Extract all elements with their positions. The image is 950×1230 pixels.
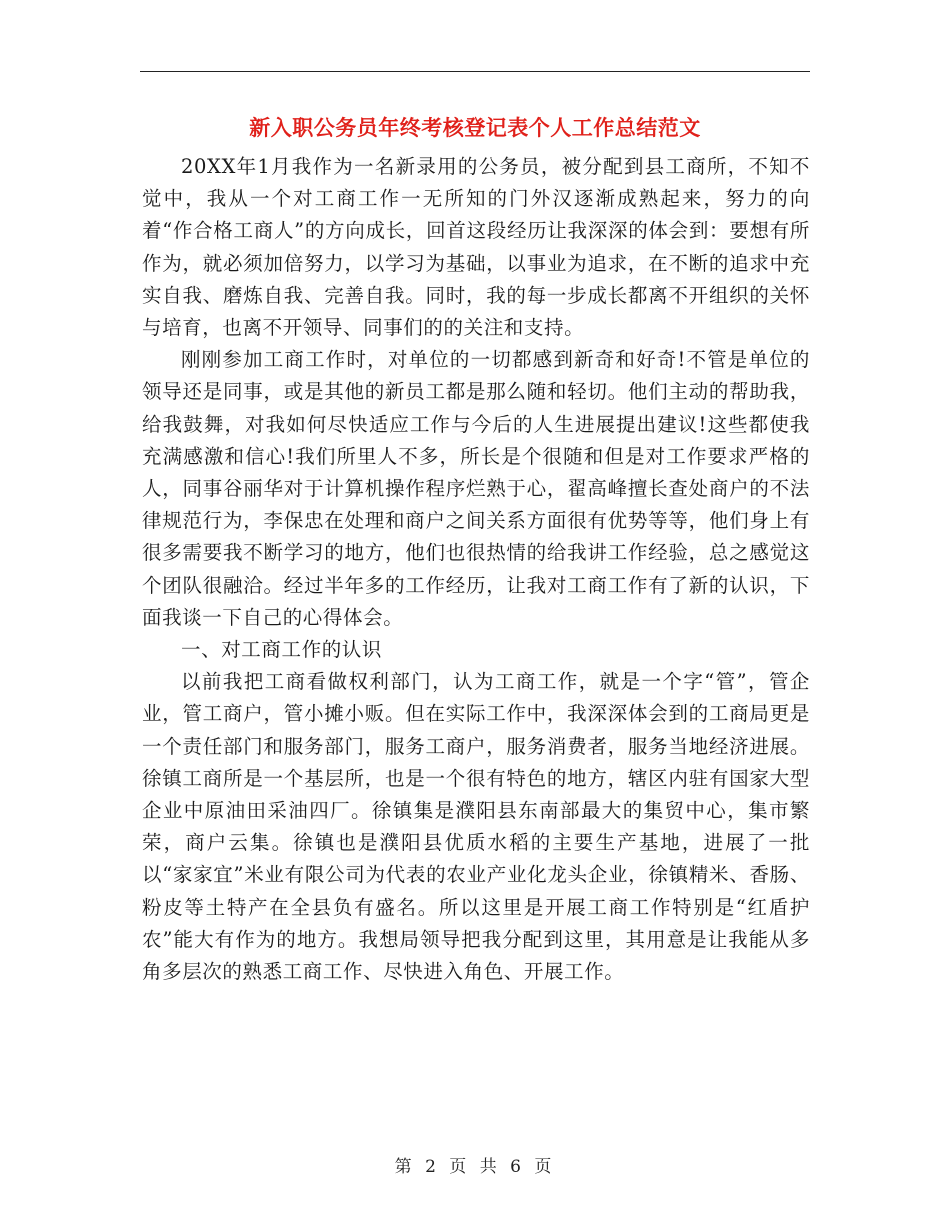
document-title: 新入职公务员年终考核登记表个人工作总结范文	[249, 115, 701, 140]
page-number-footer: 第 2 页 共 6 页	[394, 1157, 556, 1177]
paragraph-intro: 20XX年1月我作为一名新录用的公务员，被分配到县工商所，不知不觉中，我从一个对工商工作一无所知的门外汉逐渐成熟起来，努力的向着“作合格工商人”的方向成长，回首这段经历让我深深的体会到：要想有所作为，就必须加倍努力，以学习为基础，以事业为追求，在不断的追求中充实自我、磨炼自我、完善自我。同时，我的每一步成长都离不开组织的关怀与培育，也离不开领导、同事们的的关注和支持。	[142, 155, 810, 340]
paragraph-first-impressions: 刚刚参加工商工作时，对单位的一切都感到新奇和好奇!不管是单位的领导还是同事，或是其他的新员工都是那么随和轻切。他们主动的帮助我，给我鼓舞，对我如何尽快适应工作与今后的人生进展提出建议!这些都使我充满感激和信心!我们所里人不多，所长是个很随和但是对工作要求严格的人，同事谷丽华对于计算机操作程序烂熟于心，翟高峰擅长查处商户的不法律规范行为，李保忠在处理和商户之间关系方面很有优势等等，他们身上有很多需要我不断学习的地方，他们也很热情的给我讲工作经验，总之感觉这个团队很融洽。经过半年多的工作经历，让我对工商工作有了新的认识，下面我谈一下自己的心得体会。	[142, 348, 810, 629]
paragraph-section-body: 以前我把工商看做权利部门，认为工商工作，就是一个字“管”，管企业，管工商户，管小摊小贩。但在实际工作中，我深深体会到的工商局更是一个责任部门和服务部门，服务工商户，服务消费者，服务当地经济进展。徐镇工商所是一个基层所，也是一个很有特色的地方，辖区内驻有国家大型企业中原油田采油四厂。徐镇集是濮阳县东南部最大的集贸中心，集市繁荣，商户云集。徐镇也是濮阳县优质水稻的主要生产基地，进展了一批以“家家宜”米业有限公司为代表的农业产业化龙头企业，徐镇精米、香肠、粉皮等土特产在全县负有盛名。所以这里是开展工商工作特别是“红盾护农”能大有作为的地方。我想局领导把我分配到这里，其用意是让我能从多角多层次的熟悉工商工作、尽快进入角色、开展工作。	[142, 670, 810, 984]
section-heading: 一、对工商工作的认识	[181, 638, 383, 662]
header-rule	[140, 71, 810, 72]
document-body	[142, 151, 810, 988]
